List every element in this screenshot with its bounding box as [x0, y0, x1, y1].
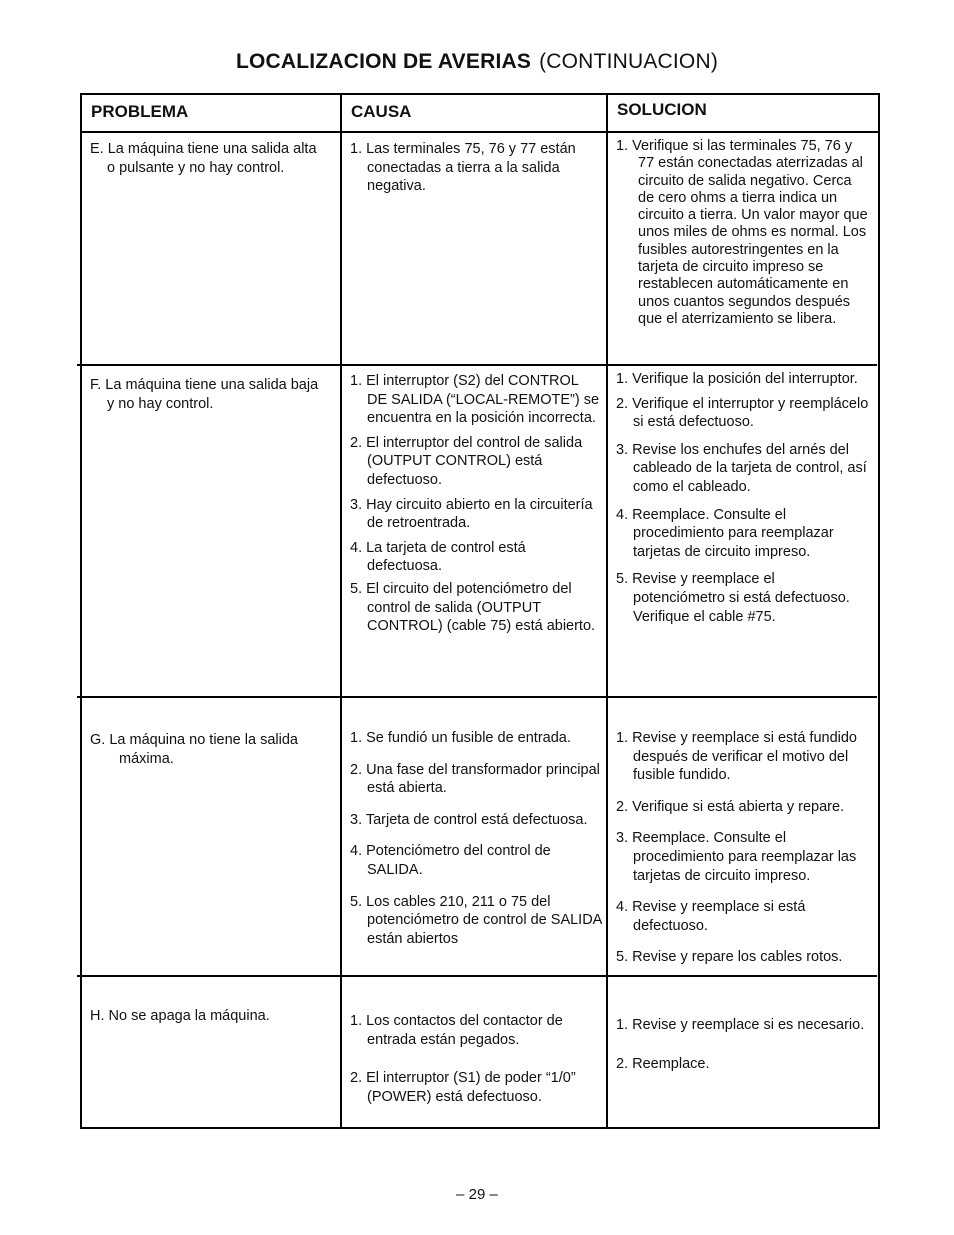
cause-item: 1. Los contactos del contactor de entrada están pegados.: [350, 1013, 563, 1048]
column-divider-2: [606, 93, 608, 1129]
solution-item: 3. Reemplace. Consulte el procedimiento para reemplazar las tarjetas de circuito impreso.: [616, 830, 857, 884]
cause-item: 5. El circuito del potenciómetro del control de salida (OUTPUT CONTROL) (cable 75) está abierto.: [350, 580, 596, 635]
row-g-solucion: [616, 729, 870, 967]
page-number: – 29 –: [456, 1186, 498, 1203]
header-bottom-border: [80, 131, 880, 133]
header-causa: CAUSA: [351, 102, 412, 121]
solution-item: 3. Revise los enchufes del arnés del cableado de la tarjeta de control, así como el cableado.: [616, 441, 867, 495]
page-title: [0, 50, 954, 74]
column-divider-1: [340, 93, 342, 1129]
solution-item: 1. Verifique la posición del interruptor.: [616, 371, 858, 387]
row-f-causa: [350, 372, 602, 636]
cause-item: 2. El interruptor (S1) de poder “1/0” (POWER) está defectuoso.: [350, 1070, 576, 1105]
row-e-causa: [350, 140, 602, 196]
table-left-border: [80, 93, 82, 1129]
cause-item: 3. Hay circuito abierto en la circuitería de retroentrada.: [350, 496, 593, 532]
row-g-problema: [90, 731, 328, 768]
cause-item: 1. Se fundió un fusible de entrada.: [350, 730, 571, 746]
problem-text: G. La máquina no tiene la salida máxima.: [90, 732, 298, 767]
row-f-solucion: [616, 370, 870, 626]
header-problema: PROBLEMA: [91, 102, 189, 121]
row-divider-f: [77, 696, 877, 698]
solution-item: 5. Revise y repare los cables rotos.: [616, 949, 843, 966]
row-f-problema: [90, 376, 328, 413]
solution-item: 2. Reemplace.: [616, 1055, 710, 1072]
problem-text: E. La máquina tiene una salida alta o pulsante y no hay control.: [90, 141, 317, 176]
solution-item: 1. Verifique si las terminales 75, 76 y 77 están conectadas aterrizadas al circuito de salida negativo. Cerca de cero ohms a tierra indica un circuito a tierra. Un valor mayor que unos miles de ohms es normal. Los fusibles autorestringentes en la tarjeta de circuito impreso se restablecen automáticamente en unos cuantos segundos después que el aterrizamiento se libera.: [616, 138, 868, 327]
solution-item: 4. Reemplace. Consulte el procedimiento para reemplazar tarjetas de circuito impreso.: [616, 506, 834, 560]
cause-item: 4. La tarjeta de control está defectuosa.: [350, 539, 526, 575]
row-divider-e: [77, 364, 877, 366]
troubleshooting-table: [80, 93, 880, 1129]
solution-item: 2. Verifique si está abierta y repare.: [616, 798, 845, 815]
row-g-causa: [350, 729, 602, 948]
cause-item: 2. Una fase del transformador principal está abierta.: [350, 761, 600, 797]
row-e-problema: [90, 140, 328, 177]
title-sub: (CONTINUACION): [539, 50, 719, 73]
solution-item: 2. Verifique el interruptor y reemplácelo si está defectuoso.: [616, 395, 869, 431]
header-solucion: SOLUCION: [617, 100, 707, 119]
problem-text: H. No se apaga la máquina.: [90, 1008, 270, 1024]
cause-item: 5. Los cables 210, 211 o 75 del potenciómetro de control de SALIDA están abiertos: [350, 893, 602, 947]
table-right-border: [878, 93, 880, 1129]
cause-item: 1. El interruptor (S2) del CONTROL DE SALIDA (“LOCAL-REMOTE”) se encuentra en la posición incorrecta.: [350, 373, 600, 427]
solution-item: 5. Revise y reemplace el potenciómetro si está defectuoso. Verifique el cable #75.: [616, 571, 850, 625]
cause-item: 3. Tarjeta de control está defectuosa.: [350, 811, 588, 828]
row-divider-g: [77, 975, 877, 977]
cause-item: 1. Las terminales 75, 76 y 77 están conectadas a tierra a la salida negativa.: [350, 141, 576, 195]
solution-item: 4. Revise y reemplace si está defectuoso.: [616, 899, 806, 934]
row-h-causa: [350, 1012, 602, 1106]
problem-text: F. La máquina tiene una salida baja y no hay control.: [90, 377, 319, 412]
table-bottom-border: [80, 1127, 880, 1129]
row-h-problema: [90, 1007, 328, 1026]
table-top-border: [80, 93, 880, 95]
row-h-solucion: [616, 1016, 870, 1073]
title-main: LOCALIZACION DE AVERIAS: [235, 50, 532, 73]
cause-item: 2. El interruptor del control de salida (OUTPUT CONTROL) está defectuoso.: [350, 434, 583, 488]
solution-item: 1. Revise y reemplace si es necesario.: [616, 1017, 865, 1033]
solution-item: 1. Revise y reemplace si está fundido después de verificar el motivo del fusible fundido.: [616, 730, 857, 784]
cause-item: 4. Potenciómetro del control de SALIDA.: [350, 843, 551, 878]
row-e-solucion: [616, 138, 870, 328]
